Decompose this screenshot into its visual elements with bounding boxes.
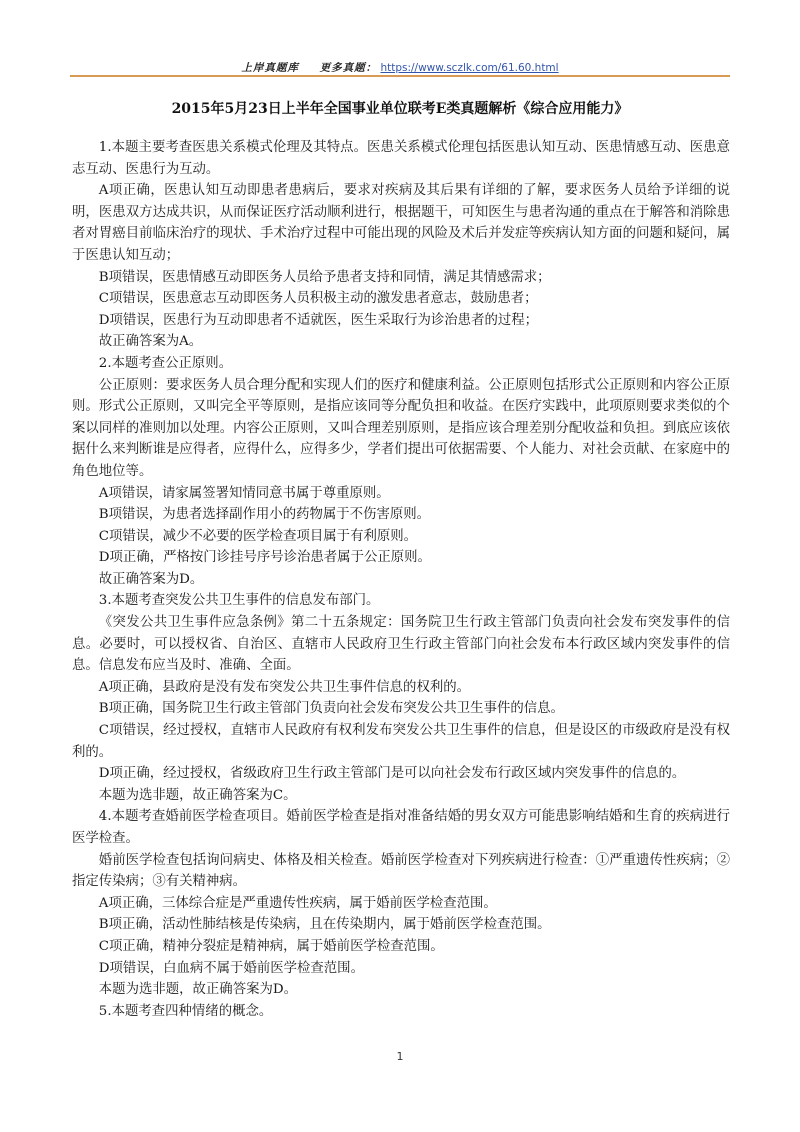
paragraph: A项错误，请家属签署知情同意书属于尊重原则。: [98, 485, 390, 501]
paragraph: A项正确，医患认知互动即患者患病后，要求对疾病及其后果有详细的了解，要求医务人员给予详细的说明，医患双方达成共识，从而保证医疗活动顺利进行，根据题干，可知医生与患者沟通的重点在于解答和消除患者对胃癌目前临床治疗的现状、手术治疗过程中可能出现的风险及术后并发症等疾病认知方面的问题和疑问，属于医患认知互动；: [72, 183, 730, 263]
paragraph: D项错误，白血病不属于婚前医学检查范围。: [98, 960, 364, 976]
paragraph: 1.本题主要考查医患关系模式伦理及其特点。医患关系模式伦理包括医患认知互动、医患情感互动、医患意志互动、医患行为互动。: [72, 140, 730, 177]
page-title: 2015年5月23日上半年全国事业单位联考E类真题解析《综合应用能力》: [171, 101, 629, 117]
header-link[interactable]: https://www.sczlk.com/61.60.html: [380, 62, 559, 74]
paragraph: C项错误，减少不必要的医学检查项目属于有利原则。: [98, 528, 418, 544]
paragraph: C项错误，医患意志互动即医务人员积极主动的激发患者意志，鼓励患者；: [98, 291, 538, 307]
document-body: [72, 137, 730, 1022]
paragraph: 2.本题考查公正原则。: [98, 355, 233, 371]
paragraph: 公正原则：要求医务人员合理分配和实现人们的医疗和健康利益。公正原则包括形式公正原则和内容公正原则。形式公正原则，又叫完全平等原则，是指应该同等分配负担和收益。在医疗实践中，此项原则要求类似的个案以同样的准则加以处理。内容公正原则，又叫合理差别原则，是指应该合理差别分配收益和负担。到底应该依据什么来判断谁是应得者，应得什么，应得多少，学者们提出可依据需要、个人能力、对社会贡献、在家庭中的角色地位等。: [72, 377, 730, 479]
page-number: 1: [396, 1050, 404, 1063]
paragraph: B项正确，国务院卫生行政主管部门负责向社会发布突发公共卫生事件的信息。: [98, 701, 564, 717]
header-divider: [70, 75, 730, 77]
paragraph: B项错误，医患情感互动即医务人员给予患者支持和同情，满足其情感需求；: [98, 269, 551, 285]
paragraph: 故正确答案为A。: [98, 334, 203, 350]
paragraph: D项正确，严格按门诊挂号序号诊治患者属于公正原则。: [98, 550, 431, 566]
paragraph: 3.本题考查突发公共卫生事件的信息发布部门。: [98, 593, 380, 609]
paragraph: 4.本题考查婚前医学检查项目。婚前医学检查是指对准备结婚的男女双方可能患影响结婚和生育的疾病进行医学检查。: [72, 809, 730, 846]
paragraph: 本题为选非题，故正确答案为D。: [98, 982, 298, 998]
paragraph: 本题为选非题，故正确答案为C。: [98, 787, 297, 803]
paragraph: B项正确，活动性肺结核是传染病，且在传染期内，属于婚前医学检查范围。: [98, 917, 551, 933]
paragraph: B项错误，为患者选择副作用小的药物属于不伤害原则。: [98, 507, 431, 523]
paragraph: 婚前医学检查包括询问病史、体格及相关检查。婚前医学检查对下列疾病进行检查：①严重遗传性疾病；②指定传染病；③有关精神病。: [72, 852, 730, 890]
paragraph: A项正确，三体综合症是严重遗传性疾病，属于婚前医学检查范围。: [98, 895, 497, 911]
paragraph: 5.本题考查四种情绪的概念。: [98, 1003, 273, 1019]
paragraph: 故正确答案为D。: [98, 571, 204, 587]
paragraph: C项正确，精神分裂症是精神病，属于婚前医学检查范围。: [98, 938, 444, 954]
paragraph: D项错误，医患行为互动即患者不适就医，医生采取行为诊治患者的过程；: [98, 312, 539, 328]
header-more-label: 更多真题：: [319, 62, 378, 74]
paragraph: A项正确，县政府是没有发布突发公共卫生事件信息的权利的。: [98, 679, 471, 695]
page-header: [70, 60, 730, 75]
paragraph: D项正确，经过授权，省级政府卫生行政主管部门是可以向社会发布行政区域内突发事件的信息的。: [98, 766, 686, 782]
header-brand: 上岸真题库: [241, 62, 299, 74]
paragraph: C项错误，经过授权，直辖市人民政府有权利发布突发公共卫生事件的信息，但是设区的市级政府是没有权利的。: [72, 723, 730, 760]
paragraph: 《突发公共卫生事件应急条例》第二十五条规定：国务院卫生行政主管部门负责向社会发布突发事件的信息。必要时，可以授权省、自治区、直辖市人民政府卫生行政主管部门向社会发布本行政区域内突发事件的信息。信息发布应当及时、准确、全面。: [72, 615, 730, 674]
